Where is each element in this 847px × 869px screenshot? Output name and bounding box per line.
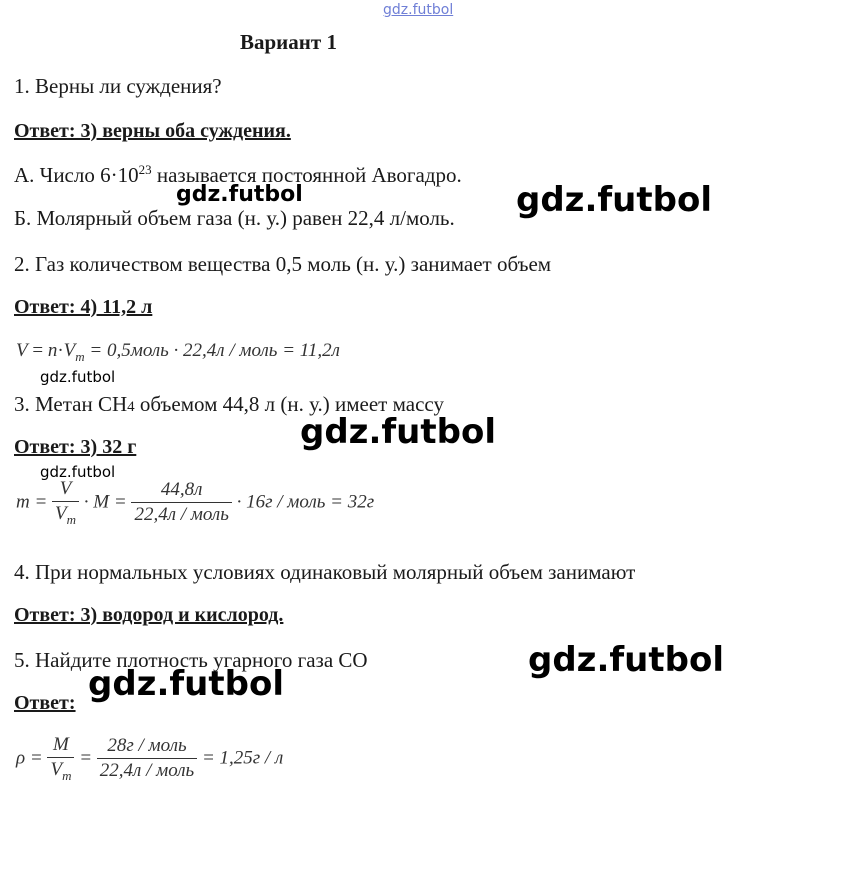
watermark: gdz.futbol	[40, 463, 116, 481]
formula-3-den-2: 22,4л / моль	[134, 504, 229, 526]
question-5: 5. Найдите плотность угарного газа CO	[14, 648, 368, 672]
formula-2-v: V	[16, 340, 28, 361]
formula-5-den-2: 22,4л / моль	[99, 760, 195, 782]
question-3-pre: 3. Метан CH	[14, 392, 128, 416]
answer-4: Ответ: 3) водород и кислород.	[14, 604, 284, 626]
watermark: gdz.futbol	[528, 640, 724, 680]
answer-1: Ответ: 3) верны оба суждения.	[14, 120, 291, 142]
formula-3-end: · 16г / моль = 32г	[236, 491, 375, 513]
formula-3-mid: · M =	[83, 491, 127, 513]
formula-3	[16, 478, 374, 528]
statement-a-pre: А. Число 6·10	[14, 163, 139, 187]
watermark-top[interactable]: gdz.futbol	[383, 2, 454, 18]
formula-2-rest: = 0,5моль · 22,4л / моль = 11,2л	[84, 340, 340, 361]
formula-2-vm: V	[63, 340, 76, 361]
page-title: Вариант 1	[240, 30, 337, 54]
statement-a-post: называется постоянной Авогадро.	[151, 163, 462, 187]
question-2: 2. Газ количеством вещества 0,5 моль (н. у.) занимает объем	[14, 252, 552, 276]
answer-5: Ответ:	[14, 692, 76, 714]
watermark: gdz.futbol	[88, 664, 284, 704]
statement-b: Б. Молярный объем газа (н. у.) равен 22,4 л/моль.	[14, 206, 455, 230]
formula-2	[16, 340, 340, 365]
formula-3-fraction-1	[52, 478, 79, 528]
formula-5-num-2: 28г / моль	[97, 735, 197, 759]
formula-5-fraction-2	[97, 735, 197, 782]
statement-a-exponent: 23	[138, 162, 152, 177]
formula-5	[16, 734, 283, 784]
watermark: gdz.futbol	[176, 182, 303, 207]
question-4: 4. При нормальных условиях одинаковый молярный объем занимают	[14, 560, 636, 584]
question-3-post: объемом 44,8 л (н. у.) имеет массу	[134, 392, 444, 416]
watermark: gdz.futbol	[300, 412, 496, 452]
formula-5-end: = 1,25г / л	[201, 747, 284, 769]
formula-3-num-2: 44,8л	[131, 479, 231, 503]
formula-2-vm-sub: m	[75, 348, 85, 364]
formula-3-den-1	[52, 502, 79, 528]
formula-3-fraction-2	[131, 479, 231, 526]
watermark: gdz.futbol	[40, 368, 116, 386]
answer-3: Ответ: 3) 32 г	[14, 436, 137, 458]
formula-3-num-1: V	[52, 478, 79, 502]
formula-5-den-1-sub: m	[62, 767, 72, 783]
formula-2-dot: ·	[57, 340, 64, 361]
question-3-sub: 4	[127, 399, 135, 415]
formula-5-eq: =	[79, 747, 93, 769]
formula-5-num-1: M	[47, 734, 74, 758]
answer-2: Ответ: 4) 11,2 л	[14, 296, 153, 318]
formula-5-den-1	[47, 758, 74, 784]
question-1: 1. Верны ли суждения?	[14, 74, 222, 98]
watermark: gdz.futbol	[516, 180, 712, 220]
formula-3-den-1-v: V	[55, 503, 67, 524]
formula-3-den-1-sub: m	[66, 511, 77, 527]
formula-2-n: n	[47, 340, 58, 361]
formula-5-rho: ρ =	[16, 747, 43, 769]
formula-3-m: m =	[16, 491, 48, 513]
formula-5-den-1-v: V	[50, 759, 63, 780]
formula-5-fraction-1	[47, 734, 74, 784]
formula-2-eq: =	[27, 340, 48, 361]
